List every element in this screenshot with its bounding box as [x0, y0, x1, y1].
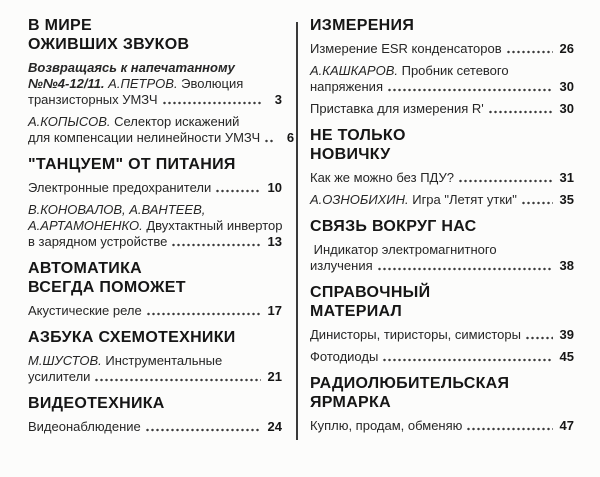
entry-text: Эволюция: [177, 76, 244, 91]
page-number: 45: [559, 349, 574, 364]
toc-entry: [310, 242, 574, 274]
author-name: А.ОЗНОБИХИН.: [310, 192, 409, 207]
page-number: 6: [286, 130, 295, 145]
section-heading-line: ЯРМАРКА: [310, 394, 391, 411]
toc-entry: [310, 418, 574, 434]
toc-entry-text: [310, 418, 462, 434]
toc-entry-text: [28, 369, 90, 385]
toc-entry-line: [310, 349, 574, 365]
toc-entry: [28, 202, 282, 250]
toc-entry-text: [310, 41, 502, 57]
page-number: 3: [274, 92, 282, 107]
section-heading: [28, 394, 282, 413]
toc-entry-text: [28, 303, 142, 319]
dot-leader: [526, 336, 553, 340]
page-number: 13: [267, 234, 282, 249]
section-heading-line: ВСЕГДА ПОМОЖЕТ: [28, 279, 186, 296]
entry-text: Куплю, продам, обменяю: [310, 418, 463, 433]
section-heading-line: СПРАВОЧНЫЙ: [310, 284, 431, 301]
toc-entry-text: [310, 63, 509, 78]
toc-entry-text: [28, 202, 205, 217]
section-heading-line: АВТОМАТИКА: [28, 260, 142, 277]
section-heading-line: НОВИЧКУ: [310, 146, 391, 163]
section-heading-line: ОЖИВШИХ ЗВУКОВ: [28, 36, 190, 53]
toc-entry-text: [310, 170, 454, 186]
section-heading: [28, 16, 282, 54]
toc-entry-line: [28, 234, 282, 250]
toc-entry-text: [28, 353, 222, 368]
author-name: А.ПЕТРОВ.: [108, 76, 178, 91]
dot-leader: [459, 179, 553, 183]
toc-entry: [310, 327, 574, 343]
toc-entry-line: [28, 180, 282, 196]
toc-entry-text: [310, 192, 517, 208]
dot-leader: [489, 110, 553, 114]
toc-entry-line: [310, 258, 574, 274]
toc-entry: [310, 101, 574, 117]
toc-entry-text: [310, 79, 383, 95]
entry-text: Селектор искажений: [110, 114, 240, 129]
page-number: 30: [559, 101, 574, 116]
page-number: 24: [267, 419, 282, 434]
toc-entry-line: [310, 101, 574, 117]
entry-text: Электронные предохранители: [28, 180, 212, 195]
toc-entry: [28, 303, 282, 319]
dot-leader: [146, 428, 261, 432]
entry-text: Индикатор электромагнитного: [310, 242, 497, 257]
entry-text: Двухтактный инвертор: [142, 218, 283, 233]
section-heading: [310, 217, 574, 236]
dot-leader: [216, 189, 261, 193]
dot-leader: [383, 358, 553, 362]
toc-entry-line: [28, 353, 282, 369]
toc-entry-text: [28, 180, 211, 196]
section-heading: [28, 328, 282, 347]
page-number: 39: [559, 327, 574, 342]
toc-entry: [28, 353, 282, 385]
toc-entry-text: [28, 60, 235, 75]
entry-text: Как же можно без ПДУ?: [310, 170, 454, 185]
toc-entry-line: [28, 130, 295, 146]
dot-leader: [95, 378, 261, 382]
toc-entry-line: [28, 92, 282, 108]
toc-entry-text: [28, 92, 158, 108]
section-heading: [310, 283, 574, 321]
page-number: 21: [267, 369, 282, 384]
toc-entry-line: [310, 41, 574, 57]
entry-text: для компенсации нелинейности УМЗЧ: [28, 130, 261, 145]
section-heading: [28, 155, 282, 174]
entry-text: транзисторных УМЗЧ: [28, 92, 158, 107]
toc-entry-line: [310, 192, 574, 208]
section-heading-line: ВИДЕОТЕХНИКА: [28, 395, 165, 412]
section-heading-line: МАТЕРИАЛ: [310, 303, 403, 320]
toc-entry: [310, 192, 574, 208]
toc-entry-line: [28, 369, 282, 385]
entry-emphasis-text: Возвращаясь к напечатанному: [28, 60, 235, 75]
toc-entry-line: [28, 419, 282, 435]
page-number: 47: [559, 418, 574, 433]
entry-text: Приставка для измерения R': [310, 101, 484, 116]
toc-entry-text: [310, 242, 497, 257]
toc-entry-line: [310, 63, 574, 79]
toc-entry-text: [28, 218, 282, 233]
toc-entry-text: [28, 114, 239, 129]
page-number: 10: [267, 180, 282, 195]
toc-entry-text: [310, 258, 373, 274]
toc-entry-line: [310, 327, 574, 343]
entry-text: напряжения: [310, 79, 383, 94]
toc-entry-line: [310, 242, 574, 258]
section-heading-line: "ТАНЦУЕМ" ОТ ПИТАНИЯ: [28, 156, 236, 173]
page-number: 30: [559, 79, 574, 94]
page-number: 31: [559, 170, 574, 185]
section-heading: [310, 16, 574, 35]
author-name: В.КОНОВАЛОВ, А.ВАНТЕЕВ,: [28, 202, 206, 217]
entry-text: Игра "Летят утки": [408, 192, 517, 207]
author-name: М.ШУСТОВ.: [28, 353, 102, 368]
toc-entry-line: [28, 76, 282, 92]
entry-emphasis-text: №№4-12/11.: [28, 76, 105, 91]
author-name: А.КАШКАРОВ.: [310, 63, 398, 78]
toc-entry-line: [28, 202, 282, 218]
page-number: 17: [267, 303, 282, 318]
dot-leader: [522, 201, 553, 205]
toc-entry: [310, 41, 574, 57]
dot-leader: [163, 101, 261, 105]
dot-leader: [265, 139, 273, 143]
toc-entry: [28, 114, 295, 146]
entry-text: Фотодиоды: [310, 349, 379, 364]
section-heading: [310, 374, 574, 412]
toc-entry-text: [310, 327, 521, 343]
toc-entry-line: [28, 218, 282, 234]
toc-entry-line: [28, 60, 282, 76]
toc-entry-text: [28, 76, 243, 91]
toc-entry: [28, 60, 282, 108]
dot-leader: [172, 243, 261, 247]
toc-column-right: [298, 16, 574, 477]
entry-text: Видеонаблюдение: [28, 419, 141, 434]
toc-entry-text: [310, 349, 378, 365]
entry-text: Акустические реле: [28, 303, 142, 318]
section-heading-line: В МИРЕ: [28, 17, 92, 34]
page-number: 26: [559, 41, 574, 56]
toc-column-left: [28, 16, 296, 477]
section-heading-line: АЗБУКА СХЕМОТЕХНИКИ: [28, 329, 236, 346]
section-heading-line: НЕ ТОЛЬКО: [310, 127, 406, 144]
author-name: А.АРТАМОНЕНКО.: [28, 218, 143, 233]
dot-leader: [507, 50, 553, 54]
toc-entry: [310, 170, 574, 186]
entry-text: Инструментальные: [101, 353, 223, 368]
entry-text: в зарядном устройстве: [28, 234, 168, 249]
toc-entry-line: [28, 114, 282, 130]
entry-text: Динисторы, тиристоры, симисторы: [310, 327, 521, 342]
toc-entry-line: [28, 303, 282, 319]
section-heading: [310, 126, 574, 164]
section-heading: [28, 259, 282, 297]
author-name: А.КОПЫСОВ.: [28, 114, 111, 129]
toc-entry-text: [28, 419, 141, 435]
section-heading-line: СВЯЗЬ ВОКРУГ НАС: [310, 218, 477, 235]
toc-entry: [28, 180, 282, 196]
section-heading-line: ИЗМЕРЕНИЯ: [310, 17, 415, 34]
dot-leader: [467, 427, 553, 431]
toc-entry: [310, 63, 574, 95]
toc-entry: [310, 349, 574, 365]
entry-text: Измерение ESR конденсаторов: [310, 41, 502, 56]
page-number: 38: [559, 258, 574, 273]
toc-entry-line: [310, 418, 574, 434]
dot-leader: [147, 312, 261, 316]
entry-text: излучения: [310, 258, 373, 273]
entry-text: усилители: [28, 369, 91, 384]
toc-entry: [28, 419, 282, 435]
toc-entry-text: [28, 130, 260, 146]
toc-entry-text: [28, 234, 167, 250]
dot-leader: [378, 267, 553, 271]
toc-entry-line: [310, 79, 574, 95]
entry-text: Пробник сетевого: [397, 63, 509, 78]
toc-entry-line: [310, 170, 574, 186]
section-heading-line: РАДИОЛЮБИТЕЛЬСКАЯ: [310, 375, 510, 392]
page-number: 35: [559, 192, 574, 207]
toc-entry-text: [310, 101, 484, 117]
dot-leader: [388, 88, 553, 92]
